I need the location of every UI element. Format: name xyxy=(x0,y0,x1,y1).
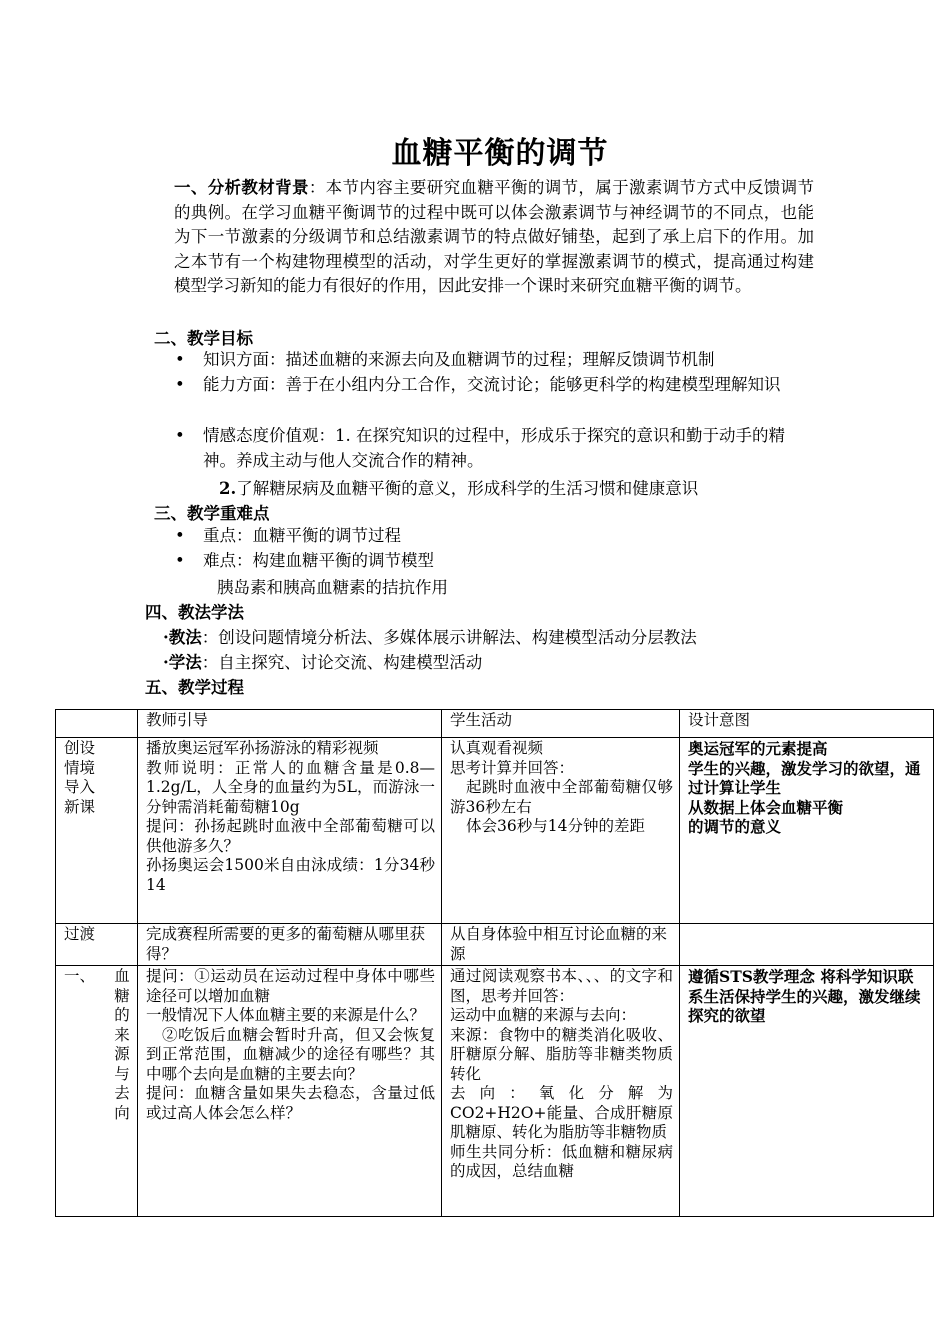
table-row xyxy=(56,966,934,1217)
teacher-cell: 完成赛程所需要的更多的葡萄糖从哪里获得？ xyxy=(138,924,442,966)
teaching-method: ·教法：创设问题情境分析法、多媒体展示讲解法、构建模型活动分层教法 xyxy=(163,628,697,647)
goal-item-ability: • 能力方面：善于在小组内分工合作，交流讨论；能够更科学的构建模型理解知识 xyxy=(203,373,811,398)
vertical-stage-label: 血 糖 的 来 源 与 去 向 xyxy=(114,967,130,1122)
intent-cell: 遵循STS教学理念 将科学知识联系生活保持学生的兴趣，激发继续探究的欲望 xyxy=(680,966,934,1217)
table-row xyxy=(56,924,934,966)
table-header-row xyxy=(56,710,934,738)
page-title: 血糖平衡的调节 xyxy=(391,136,609,171)
bullet-icon: • xyxy=(175,350,185,369)
goal-item-extra: 2.了解糖尿病及血糖平衡的意义，形成科学的生活习惯和健康意识 xyxy=(219,479,699,498)
bullet-icon: • xyxy=(175,526,185,545)
table-row xyxy=(56,738,934,924)
section-heading-3: 三、教学重难点 xyxy=(154,504,270,523)
table-header-cell xyxy=(56,710,138,738)
teaching-process-table xyxy=(55,709,934,1217)
teacher-cell: 提问：①运动员在运动过程中身体中哪些途径可以增加血糖 一般情况下人体血糖主要的来源是什么？ ②吃饭后血糖会暂时升高，但又会恢复到正常范围，血糖减少的途径有哪些？其中哪个去向是血糖的主要去向？ 提问：血糖含量如果失去稳态，含量过低或过高人体会怎么样？ xyxy=(138,966,442,1217)
stage-cell: 一、 血 糖 的 来 源 与 去 向 xyxy=(56,966,138,1217)
teacher-cell: 播放奥运冠军孙扬游泳的精彩视频 教师说明：正常人的血糖含量是0.8—1.2g/L，人全身的血量约为5L，而游泳一分钟需消耗葡萄糖10g 提问：孙扬起跳时血液中全部葡萄糖可以供他游多久？ 孙扬奥运会1500米自由泳成绩：1分34秒14 xyxy=(138,738,442,924)
table-header-cell: 教师引导 xyxy=(138,710,442,738)
student-cell: 通过阅读观察书本、、、的文字和图，思考并回答： 运动中血糖的来源与去向： 来源：食物中的糖类消化吸收、肝糖原分解、脂肪等非糖类物质转化 去向：氧化分解为CO2+H2O+能量、合成肝糖原肌糖原、转化为脂肪等非糖物质 师生共同分析：低血糖和糖尿病的成因，总结血糖 xyxy=(442,966,680,1217)
student-cell: 认真观看视频 思考计算并回答： 起跳时血液中全部葡萄糖仅够游36秒左右 体会36秒与14分钟的差距 xyxy=(442,738,680,924)
key-point-item: • 重点：血糖平衡的调节过程 xyxy=(203,524,401,549)
section-heading-4: 四、教法学法 xyxy=(145,603,244,622)
section-heading-1: 一、分析教材背景 xyxy=(174,178,309,197)
background-text: ：本节内容主要研究血糖平衡的调节，属于激素调节方式中反馈调节的典例。在学习血糖平衡调节的过程中既可以体会激素调节与神经调节的不同点，也能为下一节激素的分级调节和总结激素调节的特点做好铺垫，起到了承上启下的作用。加之本节有一个构建物理模型的活动，对学生更好的掌握激素调节的模式，提高通过构建模型学习新知的能力有很好的作用，因此安排一个课时来研究血糖平衡的调节。 xyxy=(174,178,815,296)
table-header-cell: 设计意图 xyxy=(680,710,934,738)
section-heading-5: 五、教学过程 xyxy=(145,678,244,697)
section-heading-2: 二、教学目标 xyxy=(154,329,253,348)
intent-cell xyxy=(680,924,934,966)
table-header-cell: 学生活动 xyxy=(442,710,680,738)
background-paragraph xyxy=(174,176,814,299)
intent-cell: 奥运冠军的元素提高 学生的兴趣，激发学习的欲望，通过计算让学生 从数据上体会血糖平衡 的调节的意义 xyxy=(680,738,934,924)
learning-method: ·学法：自主探究、讨论交流、构建模型活动 xyxy=(163,653,483,672)
bullet-icon: • xyxy=(175,375,185,394)
difficult-point-extra: 胰岛素和胰高血糖素的拮抗作用 xyxy=(217,578,448,597)
stage-cell: 创设情境导入新课 xyxy=(56,738,138,924)
bullet-icon: • xyxy=(175,426,185,445)
difficult-point-item: • 难点：构建血糖平衡的调节模型 xyxy=(203,549,434,574)
goal-item-knowledge: • 知识方面：描述血糖的来源去向及血糖调节的过程；理解反馈调节机制 xyxy=(203,348,813,373)
goal-item-attitude: • 情感态度价值观：1. 在探究知识的过程中，形成乐于探究的意识和勤于动手的精神。养成主动与他人交流合作的精神。 xyxy=(175,426,785,470)
student-cell: 从自身体验中相互讨论血糖的来源 xyxy=(442,924,680,966)
bullet-icon: • xyxy=(175,551,185,570)
stage-cell: 过渡 xyxy=(56,924,138,966)
